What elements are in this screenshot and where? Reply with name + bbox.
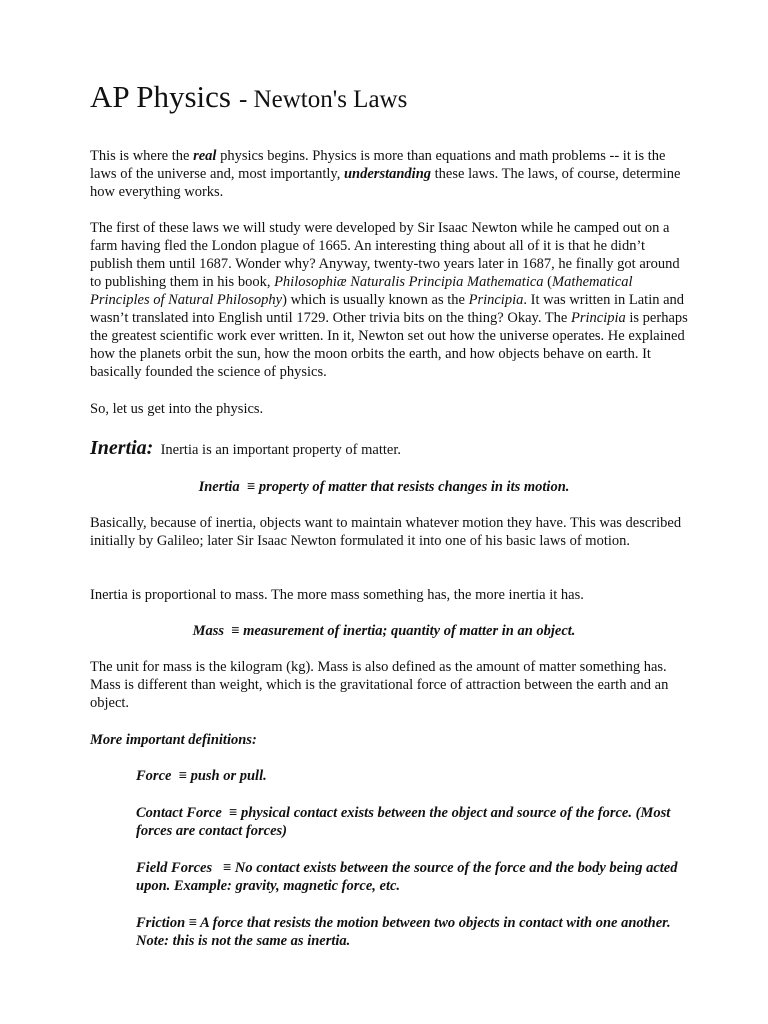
inertia-def-term: Inertia (198, 479, 240, 495)
inertia-section (90, 436, 690, 462)
intro-text-b: physics begins. Physics is more than equations and math problems -- it is the laws of the universe and, most importantly, (90, 148, 666, 182)
mass-def-text: measurement of inertia; quantity of matter in an object. (243, 623, 576, 639)
def-text: A force that resists the motion between two objects in contact with one another. Note: this is not the same as inertia. (136, 915, 671, 949)
def-text: physical contact exists between the object and source of the force. (Most forces are contact forces) (136, 805, 671, 839)
intro-text-a: This is where the (90, 148, 194, 164)
equiv-symbol: ≡ (231, 623, 240, 639)
mass-paragraph: Inertia is proportional to mass. The more mass something has, the more inertia it has. (90, 587, 584, 603)
intro-emphasis-real: real (193, 148, 217, 164)
mass-definition (0, 622, 768, 640)
history-paragraph (90, 219, 690, 381)
book-title-english: Mathematical Principles of Natural Philosophy (90, 274, 633, 308)
intro-emphasis-understanding: understanding (343, 166, 432, 182)
principia-ref-2: Principia (570, 310, 626, 326)
more-definitions-heading: More important definitions: (90, 732, 257, 748)
title-sub: - Newton's Laws (238, 86, 408, 113)
unit-paragraph: The unit for mass is the kilogram (kg). Mass is also defined as the amount of matter something has. Mass is different than weight, which is the gravitational force of attraction between the earth and an object. (90, 659, 669, 711)
history-text-d: . It was written in Latin and wasn’t translated into English until 1729. Other trivia bits on the thing? Okay. The (90, 292, 685, 326)
equiv-symbol: ≡ (178, 768, 187, 784)
history-text-b: ( (543, 274, 553, 290)
intro-paragraph (90, 147, 690, 201)
def-term: Friction (136, 915, 186, 931)
inertia-heading: Inertia: (90, 437, 154, 459)
history-text-c: ) which is usually known as the (282, 292, 469, 308)
inertia-intro-text: Inertia is an important property of matter. (160, 442, 401, 458)
equiv-symbol: ≡ (223, 860, 232, 876)
principia-ref-1: Principia (468, 292, 524, 308)
history-text-a: The first of these laws we will study were developed by Sir Isaac Newton while he camped out on a farm having fled the London plague of 1665. An interesting thing about all of it is that he didn’t publish them until 1687. Wonder why? Anyway, twenty-two years later in 1687, he finally got around to publishing them in his book, (90, 220, 680, 290)
inertia-def-text: property of matter that resists changes in its motion. (258, 479, 570, 495)
definition-field-forces (136, 860, 696, 895)
history-text-e: is perhaps the greatest scientific work ever written. In it, Newton set out how the universe operates. He explained how the planets orbit the sun, how the moon orbits the earth, and how objects behave on earth. It basically founded the science of physics. (90, 310, 688, 380)
def-term: Force (136, 768, 172, 784)
inertia-definition (0, 478, 768, 496)
definition-contact-force (136, 805, 696, 840)
title-main: AP Physics (90, 79, 231, 114)
book-title-latin: Philosophiæ Naturalis Principia Mathematica (274, 274, 544, 290)
equiv-symbol: ≡ (229, 805, 238, 821)
definition-force (136, 768, 696, 786)
page-title (90, 78, 407, 115)
lets-go-paragraph: So, let us get into the physics. (90, 401, 264, 417)
equiv-symbol: ≡ (246, 479, 256, 495)
def-text: No contact exists between the source of the force and the body being acted upon. Example: gravity, magnetic force, etc. (136, 860, 678, 894)
def-text: push or pull. (190, 768, 267, 784)
mass-def-term: Mass (192, 623, 224, 639)
def-term: Field Forces (136, 860, 213, 876)
definition-friction (136, 915, 696, 950)
inertia-paragraph: Basically, because of inertia, objects want to maintain whatever motion they have. This was described initially by Galileo; later Sir Isaac Newton formulated it into one of his basic laws of motion. (90, 515, 682, 549)
intro-text-c: these laws. The laws, of course, determine how everything works. (90, 166, 681, 200)
def-term: Contact Force (136, 805, 222, 821)
equiv-symbol: ≡ (188, 915, 198, 931)
